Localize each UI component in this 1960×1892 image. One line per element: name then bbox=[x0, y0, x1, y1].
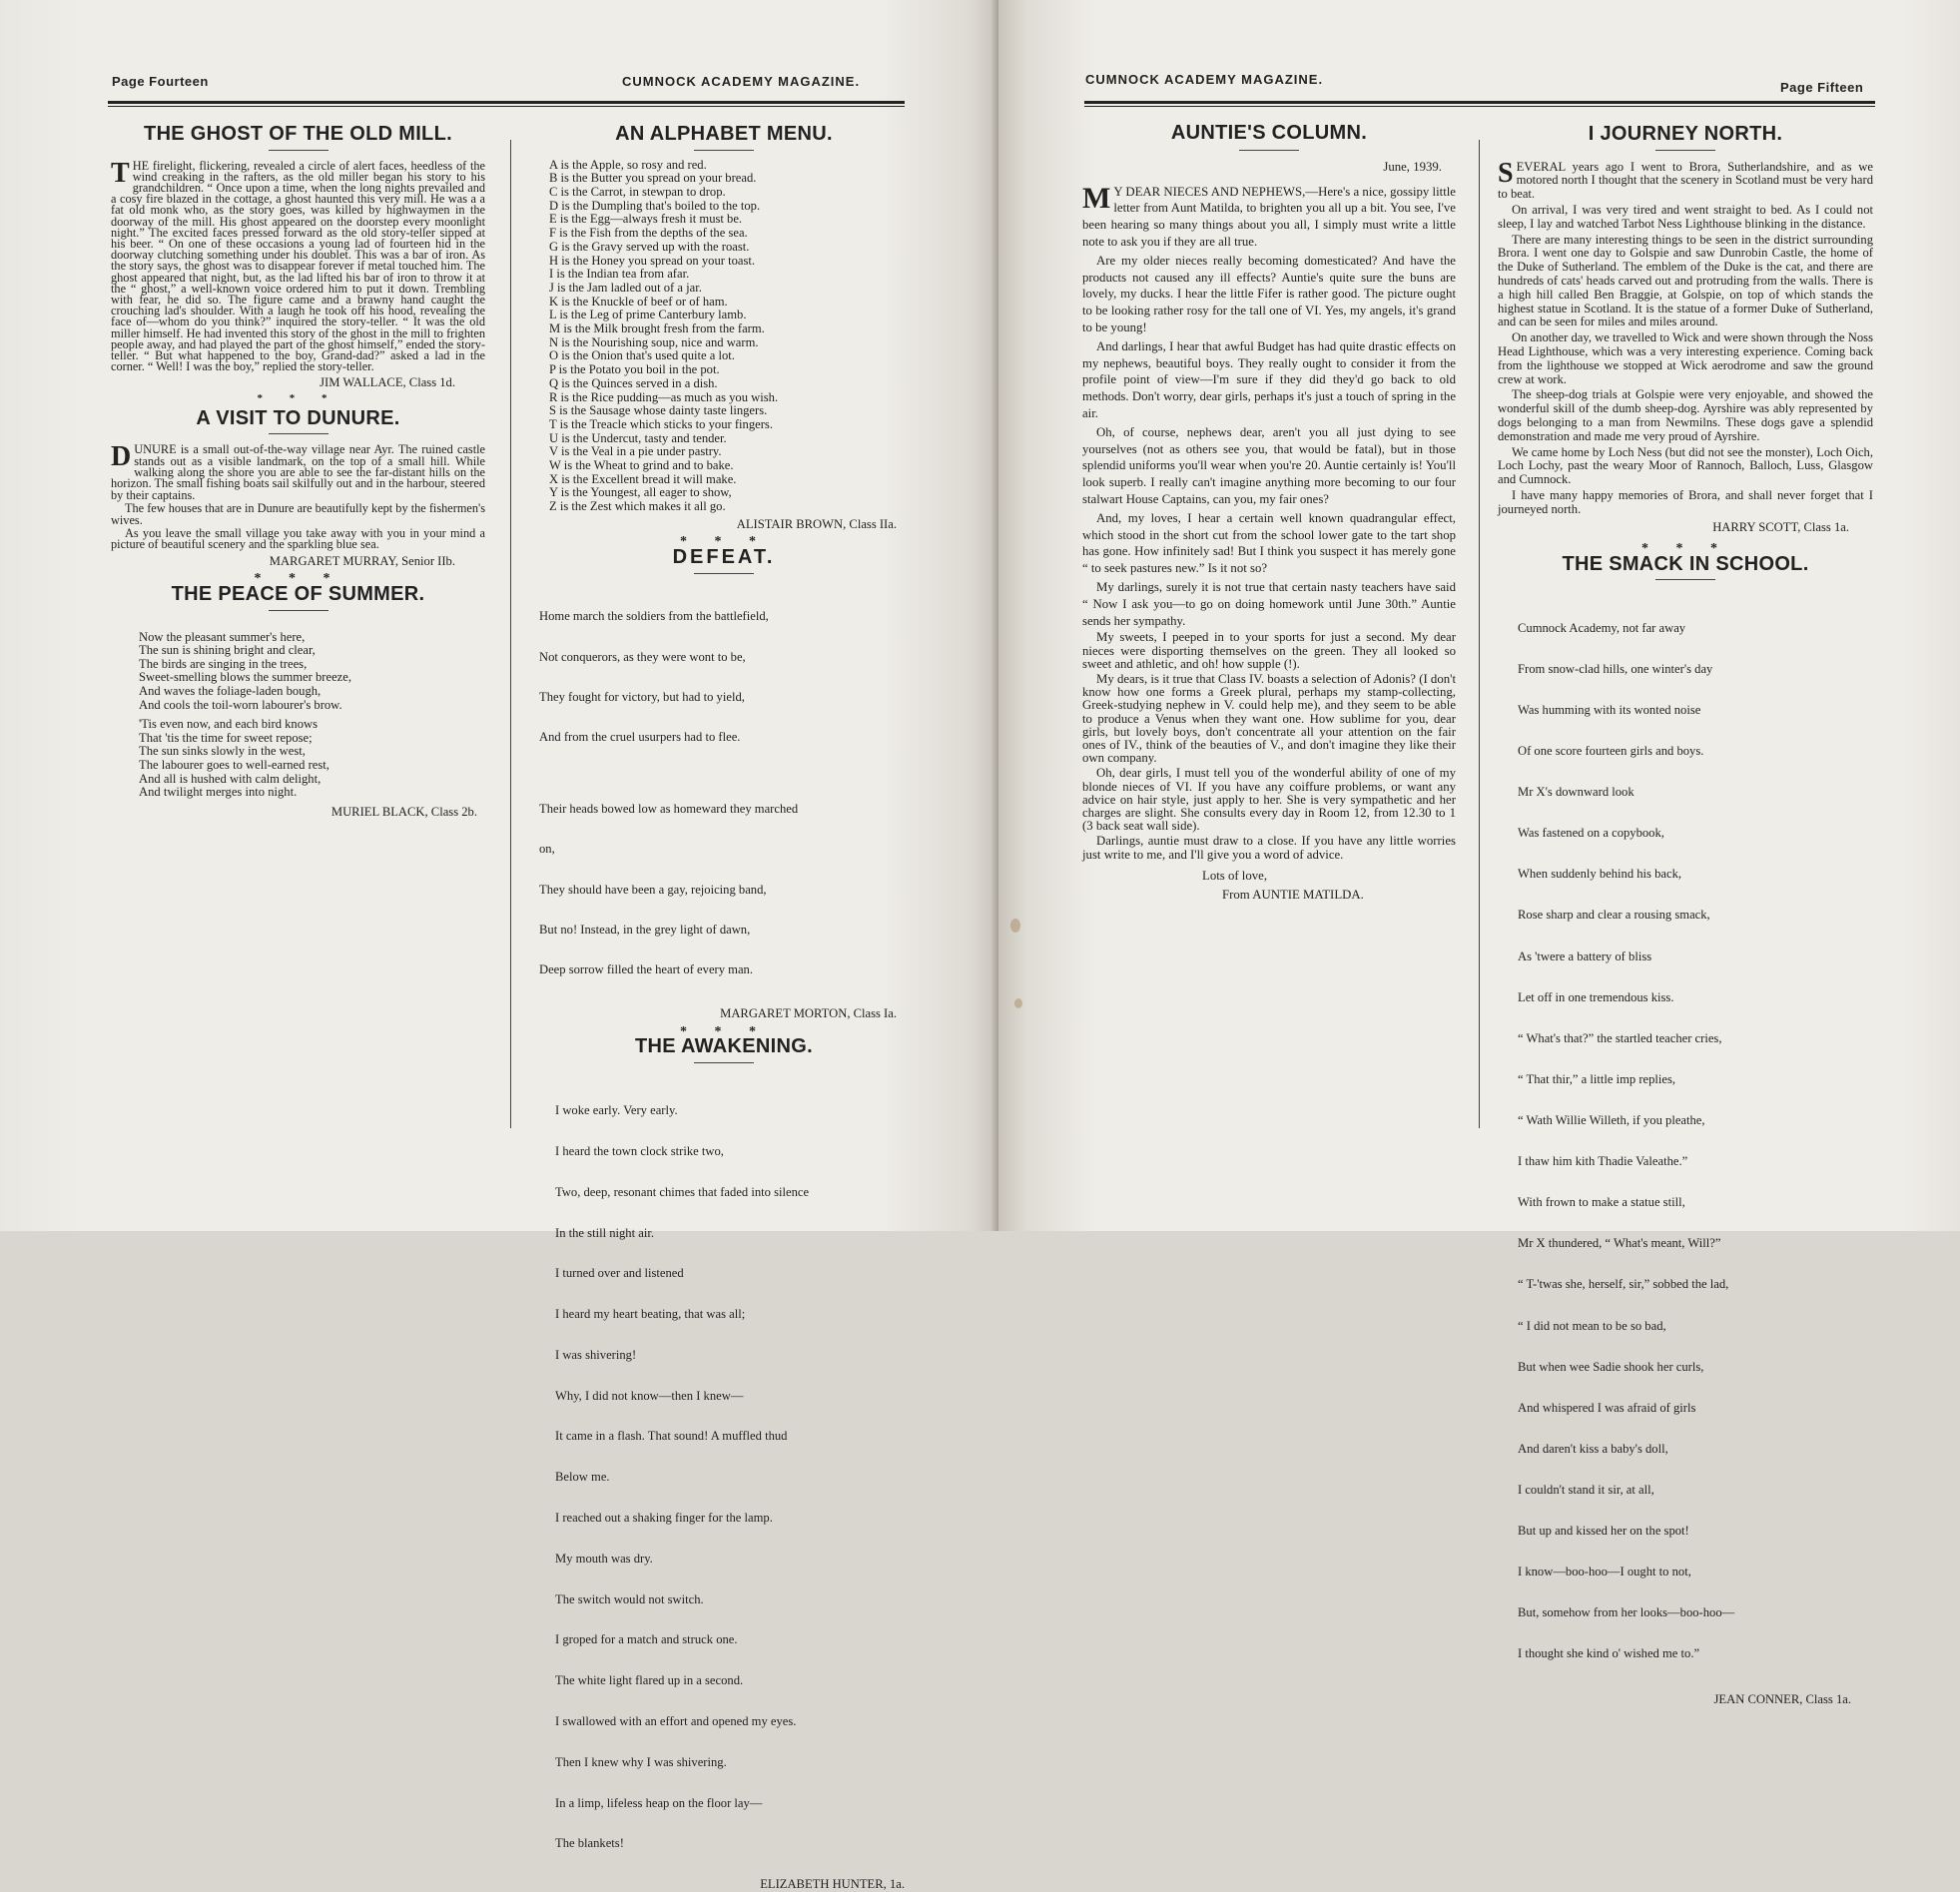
poem-line: I reached out a shaking finger for the lamp. bbox=[555, 1511, 773, 1526]
poem-line: My mouth was dry. bbox=[555, 1551, 653, 1566]
poem-line: Their heads bowed low as homeward they marched bbox=[539, 802, 799, 817]
summer-poem bbox=[111, 583, 485, 819]
auntie-paragraph: Oh, dear girls, I must tell you of the wonderful ability of one of my blonde nieces of VI. If you have any coiffure problems, or want any advice on hair style, just apply to her. She is very sympathetic and her charges are slight. She consults every day in Room 12, from 12.30 to 1 (3 back seat wall side). bbox=[1082, 766, 1456, 834]
awakening-author: ELIZABETH HUNTER, 1a. bbox=[760, 1877, 905, 1892]
title-rule bbox=[694, 1062, 754, 1063]
poem-line: O is the Onion that's used quite a lot. bbox=[549, 348, 735, 363]
poem-line: I woke early. Very early. bbox=[555, 1103, 678, 1118]
auntie-paragraph: And, my loves, I hear a certain well known quadrangular effect, which stood in the short cut from the school lower gate to the tart shop has gone. How infinitely sad! But I think you suspect it has merely gone “ to seek pastures new.” Is it not so? bbox=[1082, 510, 1456, 576]
page-stain bbox=[1010, 919, 1020, 933]
poem-line: V is the Veal in a pie under pastry. bbox=[549, 444, 722, 459]
poem-line: I thought she kind o' wished me to.” bbox=[1518, 1646, 1700, 1661]
awakening-title: THE AWAKENING. bbox=[635, 1035, 813, 1058]
awakening-poem bbox=[539, 1035, 909, 1892]
auntie-paragraph: Are my older nieces really becoming domesticated? And have the products not caused any ill effects? Auntie's quite sure the buns are lovely, my ducks. I hear the little Fifer is rather good. The picture ought to be looking rather rosy for the tall one of VI. Yes, my angels, it's grand to be young! bbox=[1082, 253, 1456, 334]
north-paragraph: On another day, we travelled to Wick and were shown through the Noss Head Lighthouse, which was a very interesting experience. Coming back from the lighthouse we stopped at Wick aerodrome and saw the ground crew at work. bbox=[1498, 330, 1873, 386]
alphabet-poem bbox=[539, 123, 909, 550]
poem-line: In the still night air. bbox=[555, 1225, 654, 1240]
summer-stanza-2 bbox=[111, 718, 485, 800]
letter-signature: From AUNTIE MATILDA. bbox=[1222, 887, 1364, 902]
header-rule-thin bbox=[1084, 106, 1875, 107]
poem-line: G is the Gravy served up with the roast. bbox=[549, 239, 750, 254]
poem-line: J is the Jam ladled out of a jar. bbox=[549, 280, 702, 295]
poem-line: The sun is shining bright and clear, bbox=[139, 643, 316, 658]
ghost-article bbox=[111, 123, 485, 406]
north-paragraph: The sheep-dog trials at Golspie were very enjoyable, and showed the wonderful skill of the dumb sheep-dog. Ayrshire was ably represented by dogs belonging to a man from Newmilns. These dogs gave a splendid demonstration and made me very proud of Ayrshire. bbox=[1498, 387, 1873, 443]
poem-line: M is the Milk brought fresh from the farm. bbox=[549, 321, 765, 336]
poem-line: Sweet-smelling blows the summer breeze, bbox=[139, 670, 351, 685]
poem-line: Was humming with its wonted noise bbox=[1518, 702, 1701, 717]
poem-line: A is the Apple, so rosy and red. bbox=[549, 157, 707, 172]
auntie-paragraph: My dears, is it true that Class IV. boasts a selection of Adonis? (I don't know how one forms a Greek plural, perhaps my stamp-collecting, Greek-studying nephew in V. could help me), and they seem to be able to produce a Venus when they want one. How sublime for you, dear girls, but lovely boys, don't concentrate all your attention on the fair ones of IV., think of the beauties of V., and don't imagine they like their own company. bbox=[1082, 671, 1456, 766]
alphabet-title: AN ALPHABET MENU. bbox=[615, 123, 833, 145]
middle-column bbox=[539, 123, 909, 1892]
poem-line: I groped for a match and struck one. bbox=[555, 1632, 738, 1647]
dunure-title: A VISIT TO DUNURE. bbox=[196, 406, 400, 429]
poem-line: Below me. bbox=[555, 1470, 610, 1485]
poem-line: “ T-'twas she, herself, sir,” sobbed the lad, bbox=[1518, 1277, 1729, 1292]
poem-line: I know—boo-hoo—I ought to not, bbox=[1518, 1565, 1691, 1579]
title-rule bbox=[269, 610, 328, 611]
north-paragraph: There are many interesting things to be seen in the district surrounding Brora. I went one day to Golspie and saw Dunrobin Castle, the home of the Duke of Sutherland. The emblem of the Duke is the cat, and there are hundreds of cats' heads carved out and protruding from the walls. There is a high hill called Ben Braggie, at Golspie, on top of which stands the highest statue in Scotland. It is the statue of a former Duke of Sutherland, and can be seen for miles and miles around. bbox=[1498, 232, 1873, 329]
poem-line: N is the Nourishing soup, nice and warm. bbox=[549, 334, 759, 349]
title-rule bbox=[694, 573, 754, 574]
poem-line: The birds are singing in the trees, bbox=[139, 656, 308, 671]
poem-line: X is the Excellent bread it will make. bbox=[549, 471, 737, 486]
poem-line: The white light flared up in a second. bbox=[555, 1673, 744, 1688]
separator: * * * bbox=[680, 1023, 768, 1039]
separator: * * * bbox=[254, 571, 342, 587]
poem-line: on, bbox=[539, 842, 555, 857]
poem-line: The switch would not switch. bbox=[555, 1591, 704, 1606]
poem-line: And whispered I was afraid of girls bbox=[1518, 1400, 1696, 1415]
poem-line: From snow-clad hills, one winter's day bbox=[1518, 661, 1713, 676]
column-divider bbox=[510, 140, 511, 1128]
title-rule bbox=[1239, 150, 1299, 151]
poem-line: And all is hushed with calm delight, bbox=[139, 771, 322, 786]
poem-line: Why, I did not know—then I knew— bbox=[555, 1388, 744, 1403]
auntie-title: AUNTIE'S COLUMN. bbox=[1170, 122, 1368, 144]
poem-line: I couldn't stand it sir, at all, bbox=[1518, 1483, 1654, 1497]
drop-cap: D bbox=[111, 441, 132, 473]
auntie-paragraph: And darlings, I hear that awful Budget has had quite drastic effects on my nephews, beautiful boys. They really ought to consider it from the profile point of view—I'm sure if they did they'd go back to old methods. Don't worry, dear girls, perhaps it's just a touch of spring in the air. bbox=[1082, 338, 1456, 420]
dunure-paragraph: UNURE is a small out-of-the-way village near Ayr. The ruined castle stands out as a visible landmark, on the top of a small hill. While walking along the shore you are able to see the far-distant hills on the horizon. The small fishing boats sail skilfully out and in the harbour, steered by their captains. bbox=[111, 442, 485, 502]
poem-line: And cools the toil-worn labourer's brow. bbox=[139, 697, 342, 712]
dunure-paragraph: The few houses that are in Dunure are beautifully kept by the fishermen's wives. bbox=[111, 501, 485, 527]
poem-line: Cumnock Academy, not far away bbox=[1518, 620, 1686, 635]
separator: * * * bbox=[1641, 541, 1729, 557]
poem-line: Was fastened on a copybook, bbox=[1518, 826, 1664, 841]
poem-line: They fought for victory, but had to yield, bbox=[539, 689, 745, 704]
auntie-paragraph: Oh, of course, nephews dear, aren't you all just dying to see yourselves (not as others see you, that would be fatal), but in those splendid uniforms you'll wear when you're 20. Auntie certainly is! You'll look superb. I really can't imagine anything more becoming to our four stalwart House Captains, can you, my fair ones? bbox=[1082, 424, 1456, 506]
poem-line: In a limp, lifeless heap on the floor lay— bbox=[555, 1795, 763, 1810]
poem-line: I thaw him kith Thadie Valeathe.” bbox=[1518, 1154, 1688, 1169]
drop-cap: M bbox=[1082, 181, 1111, 215]
summer-author: MURIEL BLACK, Class 2b. bbox=[330, 804, 477, 819]
separator: * * * bbox=[257, 392, 339, 405]
page-number: Page Fifteen bbox=[1780, 80, 1864, 95]
poem-line: But up and kissed her on the spot! bbox=[1518, 1524, 1689, 1539]
header-rule bbox=[1084, 101, 1875, 104]
poem-line: Rose sharp and clear a rousing smack, bbox=[1518, 908, 1710, 923]
dunure-author: MARGARET MURRAY, Senior IIb. bbox=[269, 553, 455, 568]
drop-cap: T bbox=[111, 157, 130, 189]
smack-author: JEAN CONNER, Class 1a. bbox=[1713, 1691, 1851, 1706]
auntie-paragraph: My darlings, surely it is not true that certain nasty teachers have said “ Now I ask you—to go on doing homework until June 30th.” Auntie sends her sympathy. bbox=[1082, 579, 1456, 628]
poem-line: And twilight merges into night. bbox=[139, 785, 298, 800]
title-rule bbox=[1655, 579, 1715, 580]
magazine-header: CUMNOCK ACADEMY MAGAZINE. bbox=[622, 74, 861, 89]
poem-line: Home march the soldiers from the battlefield, bbox=[539, 609, 769, 624]
poem-line: Two, deep, resonant chimes that faded into silence bbox=[555, 1184, 810, 1199]
poem-line: H is the Honey you spread on your toast. bbox=[549, 253, 756, 268]
separator: * * * bbox=[680, 534, 768, 550]
poem-line: W is the Wheat to grind and to bake. bbox=[549, 458, 734, 473]
awakening-lines bbox=[539, 1077, 909, 1878]
poem-line: Q is the Quinces served in a dish. bbox=[549, 375, 718, 390]
right-column bbox=[1498, 123, 1873, 1706]
letter-date: June, 1939. bbox=[1383, 159, 1442, 174]
north-paragraph: I have many happy memories of Brora, and shall never forget that I journeyed north. bbox=[1498, 487, 1873, 516]
letter-closing: Lots of love, bbox=[1202, 868, 1268, 883]
auntie-paragraph: Y DEAR NIECES AND NEPHEWS,—Here's a nice, gossipy little letter from Aunt Matilda, to brighten you all up a bit. You see, I've been hearing so many things about you all, I simply must write a little note to ask you if they are all true. bbox=[1082, 184, 1456, 249]
auntie-paragraph: Darlings, auntie must draw to a close. If you have any little worries just write to me, and I'll give you a word of advice. bbox=[1082, 834, 1456, 862]
poem-line: And from the cruel usurpers had to flee. bbox=[539, 730, 741, 745]
poem-line: I turned over and listened bbox=[555, 1266, 684, 1281]
poem-line: I heard my heart beating, that was all; bbox=[555, 1307, 746, 1322]
poem-line: U is the Undercut, tasty and tender. bbox=[549, 430, 727, 445]
poem-line: But when wee Sadie shook her curls, bbox=[1518, 1359, 1704, 1374]
poem-line: B is the Butter you spread on your bread. bbox=[549, 171, 757, 186]
drop-cap: S bbox=[1498, 157, 1514, 189]
poem-line: The blankets! bbox=[555, 1836, 624, 1851]
alphabet-author: ALISTAIR BROWN, Class IIa. bbox=[736, 516, 897, 531]
poem-line: Z is the Zest which makes it all go. bbox=[549, 499, 726, 514]
poem-line: Mr X's downward look bbox=[1518, 785, 1634, 800]
poem-line: D is the Dumpling that's boiled to the top. bbox=[549, 198, 761, 213]
title-rule bbox=[269, 433, 328, 434]
title-rule bbox=[694, 150, 754, 151]
poem-line: Not conquerors, as they were wont to be, bbox=[539, 649, 746, 664]
poem-line: Now the pleasant summer's here, bbox=[139, 629, 306, 644]
poem-line: Of one score fourteen girls and boys. bbox=[1518, 744, 1704, 759]
poem-line: C is the Carrot, in stewpan to drop. bbox=[549, 185, 726, 199]
title-rule bbox=[269, 150, 328, 151]
poem-line: As 'twere a battery of bliss bbox=[1518, 948, 1652, 963]
poem-line: The labourer goes to well-earned rest, bbox=[139, 758, 329, 773]
left-column bbox=[111, 123, 485, 819]
header-rule bbox=[108, 101, 905, 104]
poem-line: “ I did not mean to be so bad, bbox=[1518, 1318, 1666, 1333]
dunure-article bbox=[111, 406, 485, 587]
ghost-title: THE GHOST OF THE OLD MILL. bbox=[144, 123, 452, 145]
poem-line: “ Wath Willie Willeth, if you pleathe, bbox=[1518, 1113, 1705, 1128]
poem-line: The sun sinks slowly in the west, bbox=[139, 744, 306, 759]
poem-line: T is the Treacle which sticks to your fingers. bbox=[549, 416, 773, 431]
defeat-title: DEFEAT. bbox=[672, 546, 776, 569]
poem-line: But, somehow from her looks—boo-hoo— bbox=[1518, 1605, 1735, 1620]
poem-line: I was shivering! bbox=[555, 1347, 637, 1362]
poem-line: L is the Leg of prime Canterbury lamb. bbox=[549, 308, 747, 322]
poem-line: Deep sorrow filled the heart of every man. bbox=[539, 962, 754, 977]
poem-line: S is the Sausage whose dainty taste lingers. bbox=[549, 403, 768, 418]
defeat-stanza-2 bbox=[539, 776, 909, 1003]
summer-title: THE PEACE OF SUMMER. bbox=[171, 583, 425, 606]
summer-stanza-1 bbox=[111, 631, 485, 713]
auntie-column bbox=[1082, 122, 1456, 903]
poem-line: “ That thir,” a little imp replies, bbox=[1518, 1071, 1676, 1086]
title-rule bbox=[1655, 150, 1715, 151]
auntie-paragraph: My sweets, I peeped in to your sports for just a second. My dear nieces were disporting themselves on the green. They all looked so sweet and athletic, and oh! how supple (!). bbox=[1082, 630, 1456, 671]
defeat-author: MARGARET MORTON, Class Ia. bbox=[720, 1006, 897, 1021]
north-title: I JOURNEY NORTH. bbox=[1588, 123, 1783, 145]
right-page bbox=[998, 0, 1960, 1706]
header-rule-thin bbox=[108, 106, 905, 107]
poem-line: Mr X thundered, “ What's meant, Will?” bbox=[1518, 1236, 1721, 1251]
poem-line: R is the Rice pudding—as much as you wish. bbox=[549, 389, 779, 404]
poem-line: 'Tis even now, and each bird knows bbox=[139, 717, 319, 732]
poem-line: It came in a flash. That sound! A muffled thud bbox=[555, 1429, 788, 1444]
smack-title: THE SMACK IN SCHOOL. bbox=[1562, 552, 1809, 575]
poem-line: That 'tis the time for sweet repose; bbox=[139, 730, 313, 745]
poem-line: They should have been a gay, rejoicing band, bbox=[539, 882, 767, 897]
defeat-stanza-1 bbox=[539, 584, 909, 772]
poem-line: F is the Fish from the depths of the sea. bbox=[549, 226, 748, 241]
ghost-body: HE firelight, flickering, revealed a circle of alert faces, heedless of the wind creaking in the rafters, as the old miller began his story to his grandchildren. “ Once upon a time, when the long nights prevailed and a cosy fire blazed in the cottage, a ghost haunted this very mill. He was a a fat old monk who, as the story goes, was killed by highwaymen in the doorway of the mill. His ghost appeared on the doorstep every moonlight night.” The excited faces pressed forward as the old story-teller sipped at his beer. “ On one of these occasions a young lad of fourteen hid in the doorway clutching something under his doublet. This was a bar of iron. As the story says, the ghost was to disappear forever if metal touched him. The ghost appeared that night, but, as the lad lifted his bar of iron to throw it at the “ ghost,” a well-known voice ordered him to put it down. Trembling with fear, he did so. The figure came and a brawny hand caught the crouching lad's shoulder. With a laugh he took off his hood, revealing the face of—whom do you think?” inquired the story-teller. “ It was the old miller himself. He had invented this story of the ghost in the mill to frighten people away, and had played the part of the ghost himself,” ended the story-teller. “ But what happened to the boy, Grand-dad?” asked a lad in the corner. “ Well! I was the boy,” replied the story-teller. bbox=[111, 158, 485, 374]
poem-line: Then I knew why I was shivering. bbox=[555, 1754, 727, 1769]
north-paragraph: We came home by Loch Ness (but did not see the monster), Loch Oich, Loch Lochy, past the weary Moor of Rannoch, Balloch, Luss, Glasgow and Cumnock. bbox=[1498, 444, 1873, 487]
poem-line: And daren't kiss a baby's doll, bbox=[1518, 1441, 1668, 1456]
north-article bbox=[1498, 123, 1873, 557]
poem-line: “ What's that?” the startled teacher cries, bbox=[1518, 1030, 1722, 1045]
poem-line: I heard the town clock strike two, bbox=[555, 1144, 724, 1158]
smack-lines bbox=[1498, 594, 1873, 1688]
defeat-poem bbox=[539, 546, 909, 1039]
poem-line: And waves the foliage-laden bough, bbox=[139, 684, 322, 699]
page-number: Page Fourteen bbox=[112, 74, 209, 89]
poem-line: When suddenly behind his back, bbox=[1518, 867, 1682, 882]
magazine-header: CUMNOCK ACADEMY MAGAZINE. bbox=[1085, 72, 1324, 87]
poem-line: P is the Potato you boil in the pot. bbox=[549, 362, 720, 377]
poem-line: K is the Knuckle of beef or of ham. bbox=[549, 294, 728, 309]
alphabet-lines bbox=[539, 159, 909, 514]
north-paragraph: On arrival, I was very tired and went straight to bed. As I could not sleep, I lay and watched Tarbot Ness Lighthouse blinking in the distance. bbox=[1498, 202, 1873, 231]
dunure-paragraph: As you leave the small village you take away with you in your mind a picture of beautiful scenery and the sparkling blue sea. bbox=[111, 526, 485, 552]
poem-line: Let off in one tremendous kiss. bbox=[1518, 989, 1674, 1004]
page-stain bbox=[1014, 998, 1022, 1008]
ghost-author: JIM WALLACE, Class 1d. bbox=[320, 375, 455, 390]
poem-line: I is the Indian tea from afar. bbox=[549, 267, 690, 282]
column-divider bbox=[1479, 140, 1480, 1128]
poem-line: With frown to make a statue still, bbox=[1518, 1195, 1685, 1210]
poem-line: E is the Egg—always fresh it must be. bbox=[549, 212, 743, 227]
north-paragraph: EVERAL years ago I went to Brora, Sutherlandshire, and as we motored north I thought that the scenery in Scotland must be very hard to beat. bbox=[1498, 159, 1873, 202]
poem-line: Y is the Youngest, all eager to show, bbox=[549, 485, 732, 500]
smack-poem bbox=[1498, 552, 1873, 1706]
poem-line: I swallowed with an effort and opened my eyes. bbox=[555, 1713, 797, 1728]
poem-line: But no! Instead, in the grey light of dawn, bbox=[539, 922, 751, 937]
north-author: HARRY SCOTT, Class 1a. bbox=[1712, 519, 1849, 534]
